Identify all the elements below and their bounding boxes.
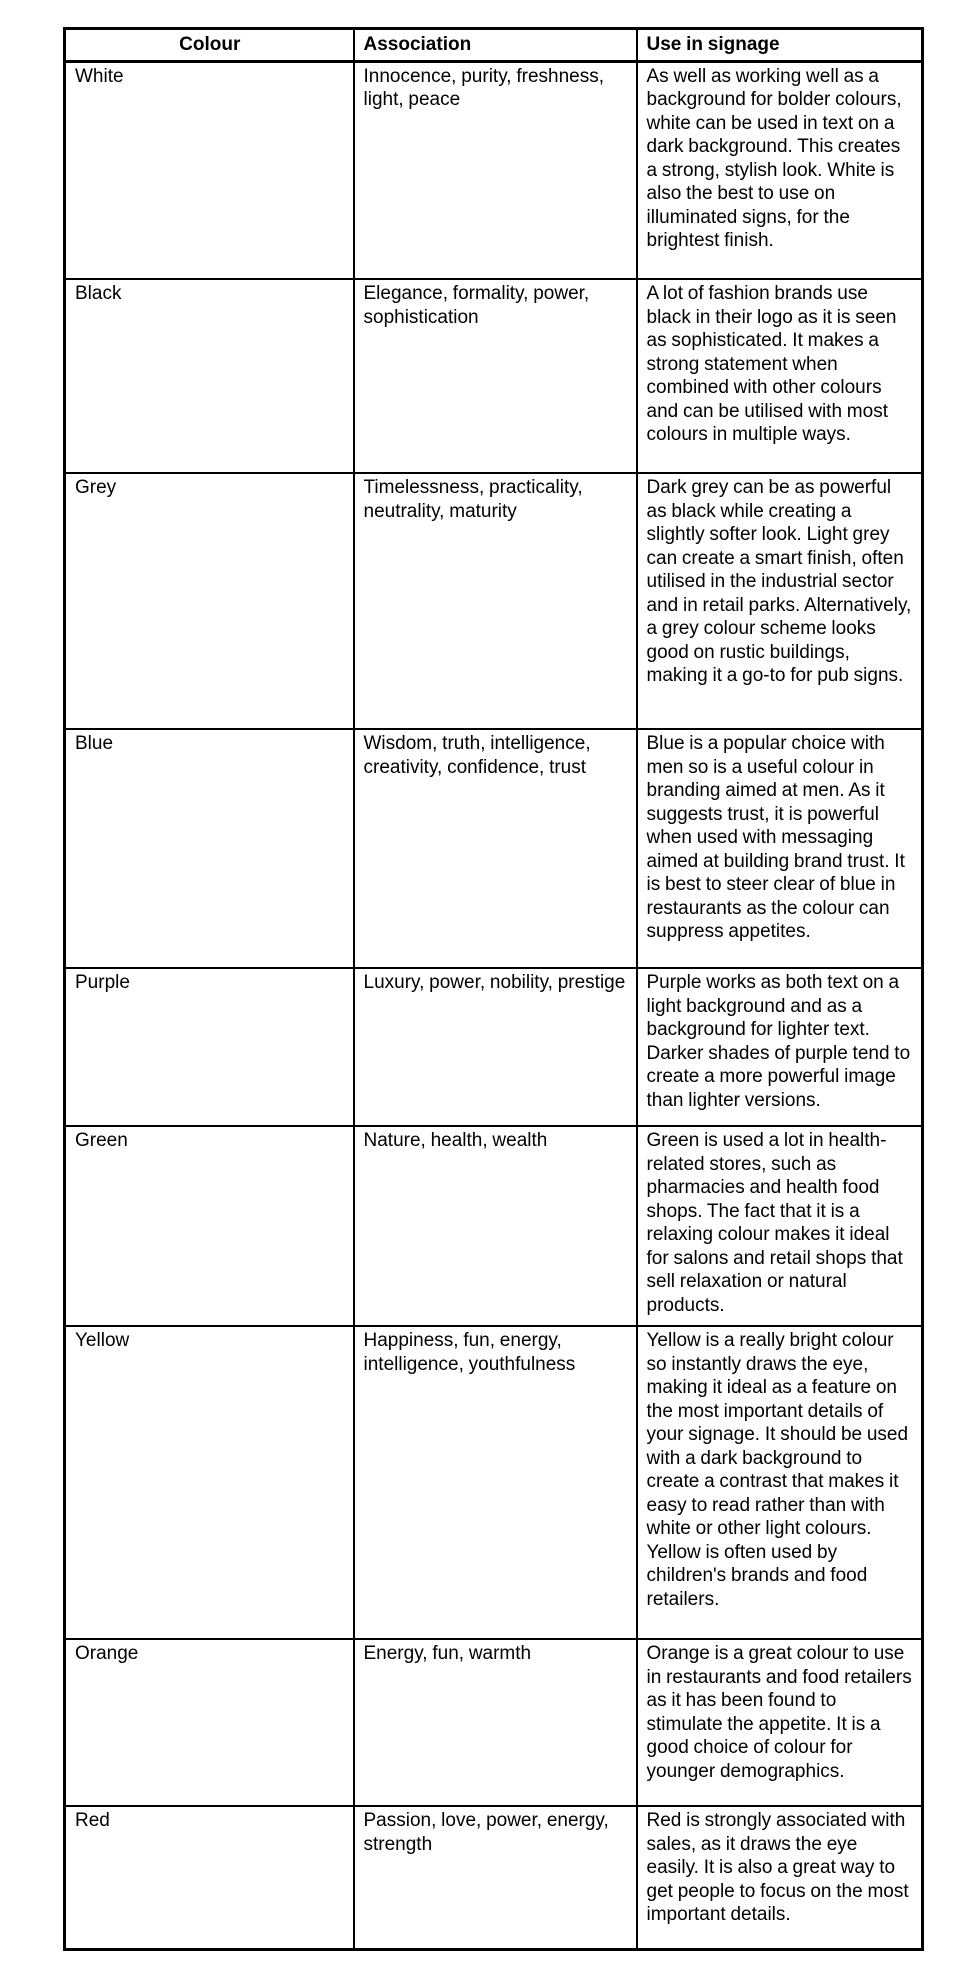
use-in-signage-cell: Dark grey can be as powerful as black while creating a slightly softer look. Light grey can create a smart finish, often utilised in the industrial sector and in retail parks. Alternatively, a grey colour scheme looks good on rustic buildings, making it a go-to for pub signs. [637, 473, 923, 729]
use-in-signage-cell: Blue is a popular choice with men so is a useful colour in branding aimed at men. As it suggests trust, it is powerful when used with messaging aimed at building brand trust. It is best to steer clear of blue in restaurants as the colour can suppress appetites. [637, 729, 923, 968]
table-row [65, 1806, 923, 1949]
use-in-signage-cell: A lot of fashion brands use black in their logo as it is seen as sophisticated. It makes a strong statement when combined with other colours and can be utilised with most colours in multiple ways. [637, 279, 923, 473]
association-cell: Innocence, purity, freshness, light, peace [354, 61, 637, 279]
table-body [65, 61, 923, 1949]
table-row [65, 473, 923, 729]
colour-name-cell: Purple [65, 968, 354, 1126]
table-header [65, 29, 923, 62]
colour-name-cell: White [65, 61, 354, 279]
use-in-signage-cell: Purple works as both text on a light background and as a background for lighter text. Darker shades of purple tend to create a more powerful image than lighter versions. [637, 968, 923, 1126]
colour-name-cell: Grey [65, 473, 354, 729]
colour-name-cell: Blue [65, 729, 354, 968]
header-row [65, 29, 923, 62]
table-row [65, 1639, 923, 1806]
colour-name-cell: Green [65, 1126, 354, 1326]
colour-name-cell: Red [65, 1806, 354, 1949]
colour-name-cell: Black [65, 279, 354, 473]
use-in-signage-cell: As well as working well as a background for bolder colours, white can be used in text on a dark background. This creates a strong, stylish look. White is also the best to use on illuminated signs, for the brightest finish. [637, 61, 923, 279]
association-cell: Wisdom, truth, intelligence, creativity, confidence, trust [354, 729, 637, 968]
association-cell: Passion, love, power, energy, strength [354, 1806, 637, 1949]
use-in-signage-cell: Orange is a great colour to use in restaurants and food retailers as it has been found to stimulate the appetite. It is a good choice of colour for younger demographics. [637, 1639, 923, 1806]
colour-meanings-table [63, 27, 924, 1951]
table-row [65, 1326, 923, 1639]
association-cell: Happiness, fun, energy, intelligence, youthfulness [354, 1326, 637, 1639]
header-use-in-signage: Use in signage [637, 29, 923, 62]
association-cell: Luxury, power, nobility, prestige [354, 968, 637, 1126]
table-row [65, 1126, 923, 1326]
header-colour: Colour [65, 29, 354, 62]
table-row [65, 968, 923, 1126]
table-row [65, 61, 923, 279]
association-cell: Nature, health, wealth [354, 1126, 637, 1326]
use-in-signage-cell: Red is strongly associated with sales, as it draws the eye easily. It is also a great way to get people to focus on the most important details. [637, 1806, 923, 1949]
table-row [65, 729, 923, 968]
table-row [65, 279, 923, 473]
use-in-signage-cell: Green is used a lot in health-related stores, such as pharmacies and health food shops. The fact that it is a relaxing colour makes it ideal for salons and retail shops that sell relaxation or natural products. [637, 1126, 923, 1326]
association-cell: Elegance, formality, power, sophistication [354, 279, 637, 473]
use-in-signage-cell: Yellow is a really bright colour so instantly draws the eye, making it ideal as a feature on the most important details of your signage. It should be used with a dark background to create a contrast that makes it easy to read rather than with white or other light colours. Yellow is often used by children's brands and food retailers. [637, 1326, 923, 1639]
association-cell: Timelessness, practicality, neutrality, maturity [354, 473, 637, 729]
colour-name-cell: Yellow [65, 1326, 354, 1639]
colour-name-cell: Orange [65, 1639, 354, 1806]
header-association: Association [354, 29, 637, 62]
association-cell: Energy, fun, warmth [354, 1639, 637, 1806]
